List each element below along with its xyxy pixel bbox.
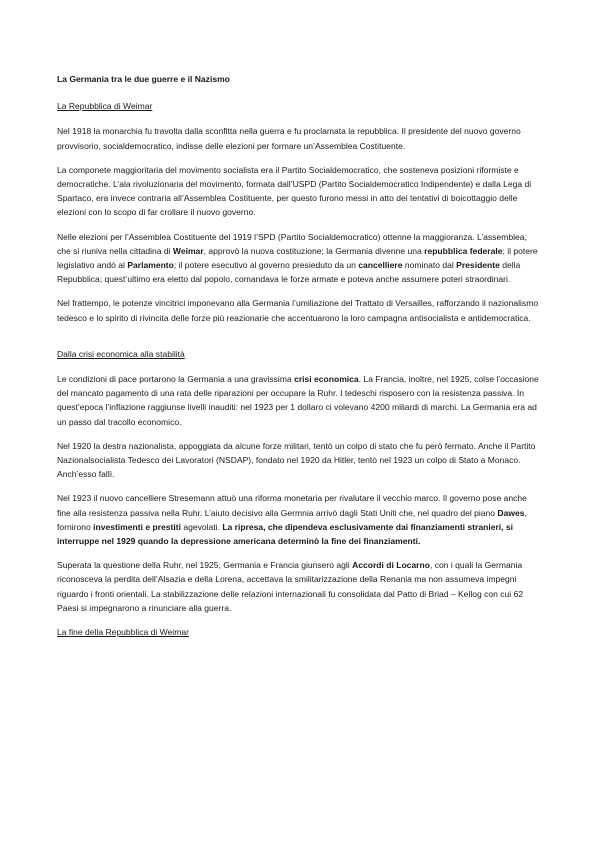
text-run: . La Francia, inoltre, nel 1925, colse l’occasione del mancato pagamento di una rata delle riparazioni per occupare la Ruhr. I tedeschi risposero con la resistenza passiva. In quest’epoca l’inflazione raggiunse livelli inauditi: nel 1923 per 1 dollaro ci volevano 4200 miliardi di marchi. La Germania era ad un passo dal tracollo economico. bbox=[57, 374, 539, 427]
document-title: La Germania tra le due guerre e il Nazismo bbox=[57, 74, 230, 84]
bold-term-president: Presidente bbox=[456, 260, 500, 271]
paragraph-versailles: Nel frattempo, le potenze vincitrici imponevano alla Germania l’umiliazione del Trattato di Versailles, rafforzando il nazionalismo tedesco e lo spirito di rivincita delle forze più reazionarie che accentuarono la loro campagna antisocialista e antidemocratica. bbox=[57, 298, 539, 323]
bold-term-economic-crisis: crisi economica bbox=[294, 374, 359, 385]
text-run: , approvò la nuova costituzione; la Germania divenne una bbox=[203, 245, 425, 256]
paragraph-coup-attempts: Nel 1920 la destra nazionalista, appoggiata da alcune forze militari, tentò un colpo di stato che fu però fermato. Anche il Partito Nazionalsocialista Tedesco dei Lavoratori (NSDAP), fondato nel 1920 da Hitler, tentò nel 1923 un colpo di Stato a Monaco. Anch’esso fallì. bbox=[57, 440, 536, 480]
bold-term-chancellor: cancelliere bbox=[358, 260, 403, 271]
text-run: ; il potere esecutivo al governo presieduto da un bbox=[173, 260, 359, 271]
section-heading-end-of-weimar: La fine della Repubblica di Weimar bbox=[57, 627, 189, 638]
document-body bbox=[57, 72, 541, 650]
bold-term-investments: investimenti e prestiti bbox=[93, 521, 181, 532]
bold-term-parliament: Parlamento bbox=[127, 260, 174, 271]
paragraph-stresemann-reform bbox=[57, 491, 541, 548]
bold-term-dawes: Dawes bbox=[497, 507, 525, 518]
paragraph-1918-monarchy: Nel 1918 la monarchia fu travolta dalla sconfitta nella guerra e fu proclamata la repubblica. Il presidente del nuovo governo provvisorio, socialdemocratico, indisse delle elezioni per formare un’Assemblea Costituente. bbox=[57, 126, 521, 151]
paragraph-socialist-movement: La componete maggioritaria del movimento socialista era il Partito Socialdemocratico, che sosteneva posizioni riformiste e democratiche. L’ala rivoluzionaria del movimento, formata dall’USPD (Partito Socialdemocratico Indipendente) e dalla Lega di Spartaco, era invece contraria all’Assemblea Costituente, per questo furono messi in atto dei tentativi di boicottaggio delle elezioni con lo scopo di far crollare il nuovo governo. bbox=[57, 164, 532, 218]
section-heading-weimar: La Repubblica di Weimar bbox=[57, 101, 153, 112]
bold-term-locarno: Accordi di Locarno bbox=[352, 560, 430, 571]
text-run: Le condizioni di pace portarono la Germania a una gravissima bbox=[57, 374, 295, 385]
paragraph-locarno bbox=[57, 558, 541, 615]
text-run: Superata la questione della Ruhr, nel 1925, Germania e Francia giunsero agli bbox=[57, 560, 353, 571]
bold-sentence-recovery: La ripresa, che dipendeva esclusivamente dai finanziamenti stranieri, si interruppe nel 1929 quando la depressione americana determinò la fine dei finanziamenti. bbox=[57, 521, 514, 547]
text-run: , fornirono bbox=[57, 507, 527, 532]
section-heading-economic-crisis: Dalla crisi economica alla stabilità bbox=[57, 348, 185, 359]
text-run: della Repubblica; quest’ultimo era eletto dal popolo, comandava le forze armate e poteva anche assumere poteri straordinari. bbox=[57, 260, 521, 285]
text-run: Nelle elezioni per l’Assemblea Costituente del 1919 l’SPD (Partito Socialdemocratico) ottenne la maggioranza. L’assemblea, che si riuniva nella cittadina di bbox=[57, 231, 527, 256]
paragraph-economic-crisis bbox=[57, 372, 541, 429]
paragraph-1919-elections bbox=[57, 230, 541, 287]
bold-term-weimar: Weimar bbox=[172, 245, 204, 256]
text-run: nominato dal bbox=[402, 260, 457, 271]
text-run: ; il potere legislativo andò al bbox=[57, 245, 538, 271]
text-run: , con i quali la Germania riconosceva la perdita dell’Alsazia e della Lorena, accettava la smilitarizzazione della Renania ma non assumeva impegni riguardo i fronti orientali. La stabilizzazione delle relazioni internazionali fu consolidata dal Patto di Briad – Kellog con cui 62 Paesi si impegnarono a rinunciare alla guerra. bbox=[57, 560, 524, 613]
text-run: Nel 1923 il nuovo cancelliere Stresemann attuò una riforma monetaria per rivalutare il vecchio marco. Il governo pose anche fine alla resistenza passiva nella Ruhr. L’aiuto decisivo alla Germnia arrivò dagli Stati Uniti che, nel quadro del piano bbox=[57, 493, 527, 518]
bold-term-federal-republic: repubblica federale bbox=[424, 245, 503, 256]
text-run: agevolati. bbox=[180, 521, 223, 532]
